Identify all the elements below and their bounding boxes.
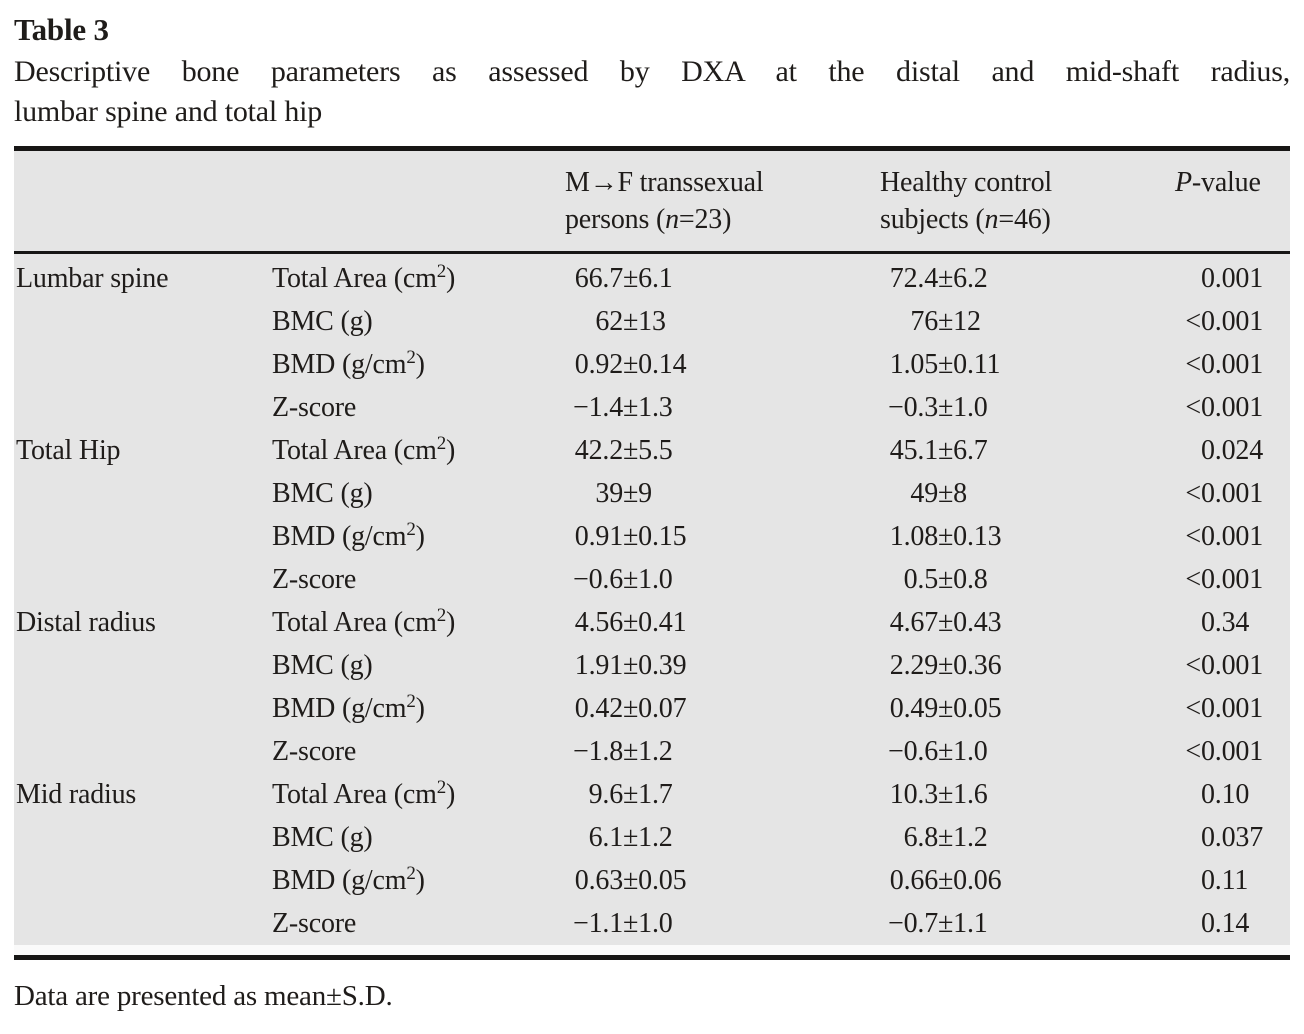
mf-sd-value: 1.0 [638, 564, 673, 595]
table-footnote: Data are presented as mean±S.D. [14, 980, 393, 1012]
p-value-prefix: < [1185, 392, 1201, 423]
plus-minus-sign: ± [623, 435, 639, 466]
mf-sd-value: 5.5 [638, 435, 673, 466]
parameter-superscript: 2 [436, 605, 447, 626]
column-header-p-value [1175, 164, 1290, 238]
hc-value-cell [882, 558, 1177, 601]
p-value-prefix: < [1185, 564, 1201, 595]
hc-sd-value: 1.0 [953, 392, 988, 423]
hc-sd-value: 0.06 [953, 865, 1002, 896]
mf-mean-value: −1.4 [573, 392, 623, 423]
mf-sd-value: 1.7 [638, 779, 673, 810]
hc-value-cell [882, 816, 1177, 859]
row-parameter-label [272, 859, 567, 902]
p-value-number: 0.34 [1201, 607, 1250, 638]
p-value-number: 0.001 [1201, 306, 1264, 337]
mf-mean-value: 39 [595, 478, 623, 509]
hc-mean-value: 2.29 [889, 650, 938, 681]
mf-mean-value: −1.1 [573, 908, 623, 939]
table-row [14, 515, 1290, 558]
mf-value-cell [567, 429, 882, 472]
hc-sd-value: 0.43 [953, 607, 1002, 638]
mf-mean-value: 0.42 [574, 693, 623, 724]
p-value-number: 0.001 [1201, 564, 1264, 595]
hc-value-cell [882, 902, 1177, 945]
parameter-text: BMD (g/cm [272, 693, 407, 724]
hc-sd-value: 0.36 [953, 650, 1002, 681]
parameter-text-end: ) [446, 779, 456, 810]
plus-minus-sign: ± [938, 736, 954, 767]
p-value-number: 0.037 [1201, 822, 1264, 853]
p-value-cell [1177, 558, 1290, 601]
plus-minus-sign: ± [623, 306, 639, 337]
mf-header-line2 [565, 201, 880, 238]
mf-value-cell [567, 859, 882, 902]
mf-mean-value: 42.2 [574, 435, 623, 466]
p-value-cell [1177, 386, 1290, 429]
p-value-number: 0.001 [1201, 392, 1264, 423]
row-parameter-label [272, 644, 567, 687]
hc-value-cell [882, 386, 1177, 429]
hc-sd-value: 0.11 [953, 349, 1001, 380]
row-group-label: Distal radius [16, 607, 156, 638]
mf-sd-value: 0.14 [638, 349, 687, 380]
hc-sd-value: 0.8 [953, 564, 988, 595]
row-group-label [14, 515, 272, 558]
hc-mean-value: 1.05 [889, 349, 938, 380]
mf-sd-value: 6.1 [638, 263, 673, 294]
table-caption [14, 52, 1290, 132]
plus-minus-sign: ± [623, 693, 639, 724]
p-value-number: 0.001 [1201, 349, 1264, 380]
hc-mean-value: 6.8 [903, 822, 938, 853]
hc-value-cell [882, 773, 1177, 816]
p-value-cell [1177, 773, 1290, 816]
p-value-prefix: < [1185, 736, 1201, 767]
row-parameter-label [272, 429, 567, 472]
parameter-text: Total Area (cm [272, 779, 437, 810]
p-value-cell [1177, 730, 1290, 773]
row-group-label [14, 902, 272, 945]
row-group-label [14, 644, 272, 687]
hc-header-line2-post: =46) [998, 204, 1051, 235]
mf-value-cell [567, 257, 882, 300]
hc-sd-value: 1.1 [953, 908, 988, 939]
hc-sd-value: 0.05 [953, 693, 1002, 724]
table-row [14, 902, 1290, 945]
table-row [14, 687, 1290, 730]
hc-sd-value: 6.2 [953, 263, 988, 294]
hc-value-cell [882, 730, 1177, 773]
parameter-text-end: ) [446, 607, 456, 638]
p-value-number: 0.001 [1201, 478, 1264, 509]
mf-sd-value: 1.0 [638, 908, 673, 939]
caption-line-2: lumbar spine and total hip [14, 95, 323, 128]
parameter-text: Z-score [272, 564, 357, 595]
plus-minus-sign: ± [938, 650, 954, 681]
p-value-cell [1177, 644, 1290, 687]
mf-value-cell [567, 558, 882, 601]
hc-sd-value: 6.7 [953, 435, 988, 466]
row-group-label [14, 730, 272, 773]
mf-value-cell [567, 644, 882, 687]
p-value-number: 0.10 [1201, 779, 1250, 810]
column-header-mf-transsexual [565, 164, 880, 238]
plus-minus-sign: ± [623, 908, 639, 939]
mf-mean-value: 0.91 [574, 521, 623, 552]
mf-value-cell [567, 902, 882, 945]
plus-minus-sign: ± [938, 564, 954, 595]
mf-sd-value: 0.39 [638, 650, 687, 681]
plus-minus-sign: ± [623, 349, 639, 380]
table-row [14, 558, 1290, 601]
hc-mean-value: 1.08 [889, 521, 938, 552]
p-value-cell [1177, 472, 1290, 515]
hc-value-cell [882, 429, 1177, 472]
parameter-text: Z-score [272, 392, 357, 423]
row-parameter-label [272, 558, 567, 601]
hc-mean-value: 0.66 [889, 865, 938, 896]
table-row [14, 601, 1290, 644]
hc-sd-value: 0.13 [953, 521, 1002, 552]
row-group-label: Lumbar spine [16, 263, 169, 294]
p-value-prefix: < [1185, 693, 1201, 724]
plus-minus-sign: ± [938, 435, 954, 466]
plus-minus-sign: ± [938, 521, 954, 552]
plus-minus-sign: ± [623, 564, 639, 595]
p-value-cell [1177, 429, 1290, 472]
mf-sd-value: 0.07 [638, 693, 687, 724]
row-parameter-label [272, 601, 567, 644]
parameter-text: Z-score [272, 736, 357, 767]
row-group-label [14, 300, 272, 343]
hc-value-cell [882, 472, 1177, 515]
p-header-italic: P [1175, 167, 1192, 198]
row-parameter-label [272, 773, 567, 816]
p-value-cell [1177, 343, 1290, 386]
hc-header-line2-pre: subjects ( [880, 204, 985, 235]
mf-mean-value: 0.63 [574, 865, 623, 896]
plus-minus-sign: ± [623, 822, 639, 853]
table-body [14, 254, 1290, 955]
hc-header-n-italic: n [984, 204, 999, 235]
parameter-superscript: 2 [406, 691, 416, 712]
plus-minus-sign: ± [623, 607, 639, 638]
hc-mean-value: 72.4 [889, 263, 938, 294]
parameter-text-end: ) [415, 865, 425, 896]
hc-mean-value: 49 [910, 478, 938, 509]
hc-value-cell [882, 343, 1177, 386]
hc-value-cell [882, 644, 1177, 687]
hc-sd-value: 1.2 [953, 822, 988, 853]
mf-header-line2-post: =23) [678, 204, 732, 235]
plus-minus-sign: ± [938, 865, 954, 896]
p-value-number: 0.001 [1201, 736, 1264, 767]
plus-minus-sign: ± [938, 607, 954, 638]
row-parameter-label [272, 515, 567, 558]
parameter-superscript: 2 [436, 261, 447, 282]
p-value-number: 0.001 [1201, 693, 1264, 724]
mf-sd-value: 1.3 [638, 392, 673, 423]
plus-minus-sign: ± [623, 392, 639, 423]
mf-value-cell [567, 343, 882, 386]
p-value-cell [1177, 816, 1290, 859]
p-value-cell [1177, 902, 1290, 945]
p-value-prefix: < [1185, 478, 1201, 509]
p-value-cell [1177, 300, 1290, 343]
parameter-superscript: 2 [436, 777, 447, 798]
p-value-number: 0.024 [1201, 435, 1264, 466]
mf-mean-value: −0.6 [573, 564, 623, 595]
row-parameter-label [272, 343, 567, 386]
mf-sd-value: 0.15 [638, 521, 687, 552]
row-group-label [14, 687, 272, 730]
parameter-text-end: ) [446, 263, 456, 294]
parameter-text: Total Area (cm [272, 607, 437, 638]
plus-minus-sign: ± [938, 822, 954, 853]
row-group-label: Total Hip [16, 435, 121, 466]
plus-minus-sign: ± [938, 779, 954, 810]
plus-minus-sign: ± [938, 306, 954, 337]
mf-header-n-italic: n [665, 204, 679, 235]
plus-minus-sign: ± [938, 392, 954, 423]
plus-minus-sign: ± [623, 478, 639, 509]
dxa-parameters-table [14, 146, 1290, 960]
p-value-number: 0.001 [1201, 650, 1264, 681]
table-row [14, 300, 1290, 343]
hc-value-cell [882, 515, 1177, 558]
hc-mean-value: 4.67 [889, 607, 938, 638]
caption-line-1: Descriptive bone parameters as assessed by DXA at the distal and mid-shaft radius, [14, 55, 1290, 88]
parameter-text: Total Area (cm [272, 263, 437, 294]
plus-minus-sign: ± [623, 865, 639, 896]
plus-minus-sign: ± [938, 908, 954, 939]
hc-sd-value: 1.6 [953, 779, 988, 810]
mf-mean-value: 66.7 [574, 263, 623, 294]
hc-mean-value: 0.49 [889, 693, 938, 724]
mf-value-cell [567, 816, 882, 859]
p-value-prefix: < [1185, 349, 1201, 380]
table-row [14, 859, 1290, 902]
mf-value-cell [567, 773, 882, 816]
parameter-text-end: ) [446, 435, 456, 466]
mf-sd-value: 13 [638, 306, 666, 337]
mf-mean-value: 0.92 [574, 349, 623, 380]
hc-header-line1: Healthy control [880, 167, 1052, 198]
mf-sd-value: 0.05 [638, 865, 687, 896]
hc-value-cell [882, 300, 1177, 343]
table-row [14, 644, 1290, 687]
mf-value-cell [567, 386, 882, 429]
table-row [14, 472, 1290, 515]
table-row [14, 386, 1290, 429]
hc-mean-value: 10.3 [889, 779, 938, 810]
mf-mean-value: 9.6 [588, 779, 623, 810]
table-header-row [14, 151, 1290, 254]
row-parameter-label [272, 730, 567, 773]
table-row [14, 816, 1290, 859]
plus-minus-sign: ± [623, 779, 639, 810]
p-header-rest: -value [1191, 167, 1261, 198]
table-row [14, 773, 1290, 816]
parameter-superscript: 2 [436, 433, 447, 454]
mf-value-cell [567, 687, 882, 730]
row-group-label: Mid radius [16, 779, 137, 810]
row-group-label [14, 859, 272, 902]
hc-mean-value: −0.3 [888, 392, 938, 423]
p-value-number: 0.14 [1201, 908, 1250, 939]
mf-sd-value: 9 [638, 478, 652, 509]
mf-mean-value: 62 [595, 306, 623, 337]
row-parameter-label [272, 687, 567, 730]
row-parameter-label [272, 257, 567, 300]
mf-mean-value: 4.56 [574, 607, 623, 638]
parameter-text: BMC (g) [272, 650, 373, 681]
row-group-label [14, 386, 272, 429]
row-parameter-label [272, 386, 567, 429]
plus-minus-sign: ± [938, 478, 954, 509]
mf-value-cell [567, 300, 882, 343]
row-parameter-label [272, 902, 567, 945]
p-value-prefix: < [1185, 306, 1201, 337]
hc-mean-value: −0.7 [888, 908, 938, 939]
p-value-cell [1177, 515, 1290, 558]
row-group-label [14, 816, 272, 859]
parameter-text: Z-score [272, 908, 357, 939]
mf-mean-value: 1.91 [574, 650, 623, 681]
parameter-text: BMC (g) [272, 822, 373, 853]
parameter-superscript: 2 [406, 519, 416, 540]
hc-value-cell [882, 257, 1177, 300]
parameter-superscript: 2 [406, 863, 416, 884]
p-value-prefix: < [1185, 650, 1201, 681]
parameter-text: BMD (g/cm [272, 865, 407, 896]
row-parameter-label [272, 300, 567, 343]
row-group-label [14, 558, 272, 601]
plus-minus-sign: ± [623, 736, 639, 767]
mf-value-cell [567, 730, 882, 773]
header-spacer [14, 164, 565, 238]
p-value-cell [1177, 601, 1290, 644]
p-value-prefix: < [1185, 521, 1201, 552]
hc-mean-value: 0.5 [903, 564, 938, 595]
hc-mean-value: 76 [910, 306, 938, 337]
parameter-text-end: ) [415, 693, 425, 724]
hc-mean-value: 45.1 [889, 435, 938, 466]
plus-minus-sign: ± [938, 349, 954, 380]
mf-mean-value: −1.8 [573, 736, 623, 767]
hc-value-cell [882, 601, 1177, 644]
p-value-number: 0.001 [1201, 263, 1264, 294]
hc-mean-value: −0.6 [888, 736, 938, 767]
parameter-superscript: 2 [406, 347, 416, 368]
parameter-text: BMD (g/cm [272, 349, 407, 380]
mf-value-cell [567, 515, 882, 558]
table-title: Table 3 [14, 12, 109, 47]
hc-sd-value: 1.0 [953, 736, 988, 767]
mf-value-cell [567, 472, 882, 515]
p-value-cell [1177, 859, 1290, 902]
parameter-text: BMC (g) [272, 306, 373, 337]
hc-sd-value: 8 [953, 478, 967, 509]
hc-value-cell [882, 687, 1177, 730]
p-value-number: 0.11 [1201, 865, 1249, 896]
table-row [14, 257, 1290, 300]
mf-sd-value: 1.2 [638, 736, 673, 767]
parameter-text: Total Area (cm [272, 435, 437, 466]
mf-mean-value: 6.1 [588, 822, 623, 853]
parameter-text: BMC (g) [272, 478, 373, 509]
parameter-text-end: ) [415, 349, 425, 380]
mf-sd-value: 1.2 [638, 822, 673, 853]
hc-value-cell [882, 859, 1177, 902]
row-group-label [14, 472, 272, 515]
p-value-cell [1177, 257, 1290, 300]
parameter-text-end: ) [415, 521, 425, 552]
hc-sd-value: 12 [953, 306, 981, 337]
mf-value-cell [567, 601, 882, 644]
plus-minus-sign: ± [938, 263, 954, 294]
p-value-number: 0.001 [1201, 521, 1264, 552]
mf-header-line2-pre: persons ( [565, 204, 666, 235]
mf-sd-value: 0.41 [638, 607, 687, 638]
table-row [14, 429, 1290, 472]
row-parameter-label [272, 816, 567, 859]
plus-minus-sign: ± [623, 521, 639, 552]
hc-header-line2 [880, 201, 1175, 238]
plus-minus-sign: ± [623, 263, 639, 294]
table-row [14, 343, 1290, 386]
mf-header-line1: M→F transsexual [565, 167, 764, 198]
row-parameter-label [272, 472, 567, 515]
p-value-cell [1177, 687, 1290, 730]
table-row [14, 730, 1290, 773]
column-header-healthy-control [880, 164, 1175, 238]
plus-minus-sign: ± [938, 693, 954, 724]
parameter-text: BMD (g/cm [272, 521, 407, 552]
plus-minus-sign: ± [623, 650, 639, 681]
row-group-label [14, 343, 272, 386]
